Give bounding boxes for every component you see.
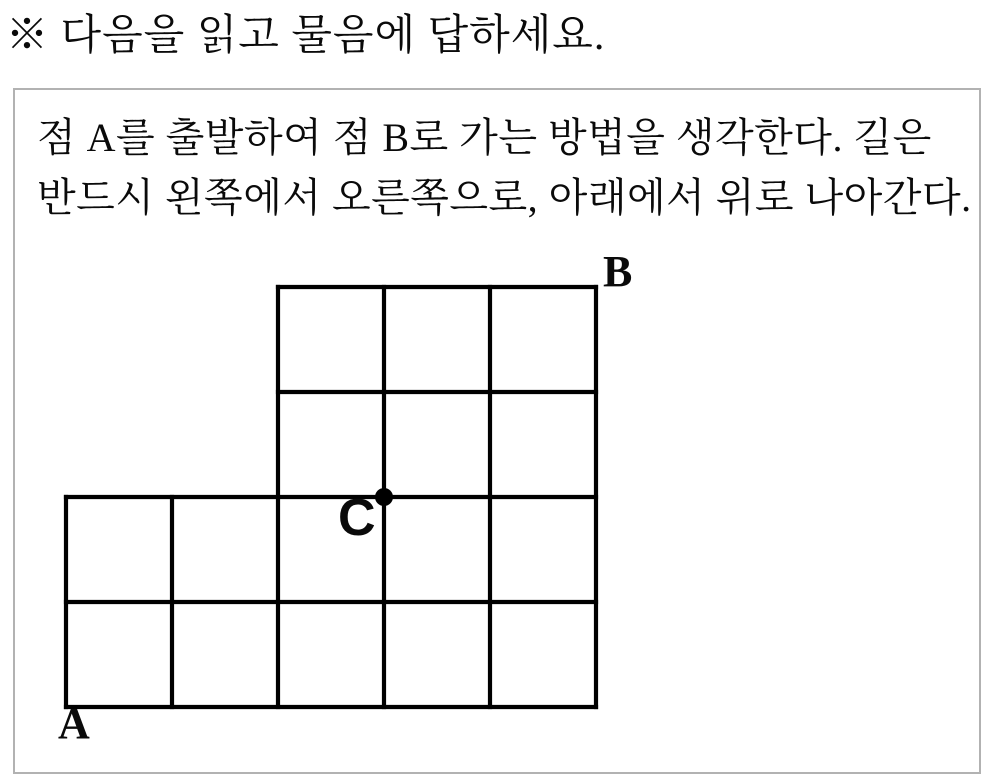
problem-text-line-1: 점 A를 출발하여 점 B로 가는 방법을 생각한다. 길은: [37, 115, 932, 160]
point-c-dot: [375, 488, 393, 506]
point-c-label: C: [338, 489, 376, 547]
problem-text-line-2: 반드시 왼쪽에서 오른쪽으로, 아래에서 위로 나아간다.: [37, 175, 972, 220]
point-b-label: B: [603, 247, 633, 296]
instruction-header: ※ 다음을 읽고 물음에 답하세요.: [6, 13, 606, 59]
point-a-label: A: [58, 699, 90, 748]
